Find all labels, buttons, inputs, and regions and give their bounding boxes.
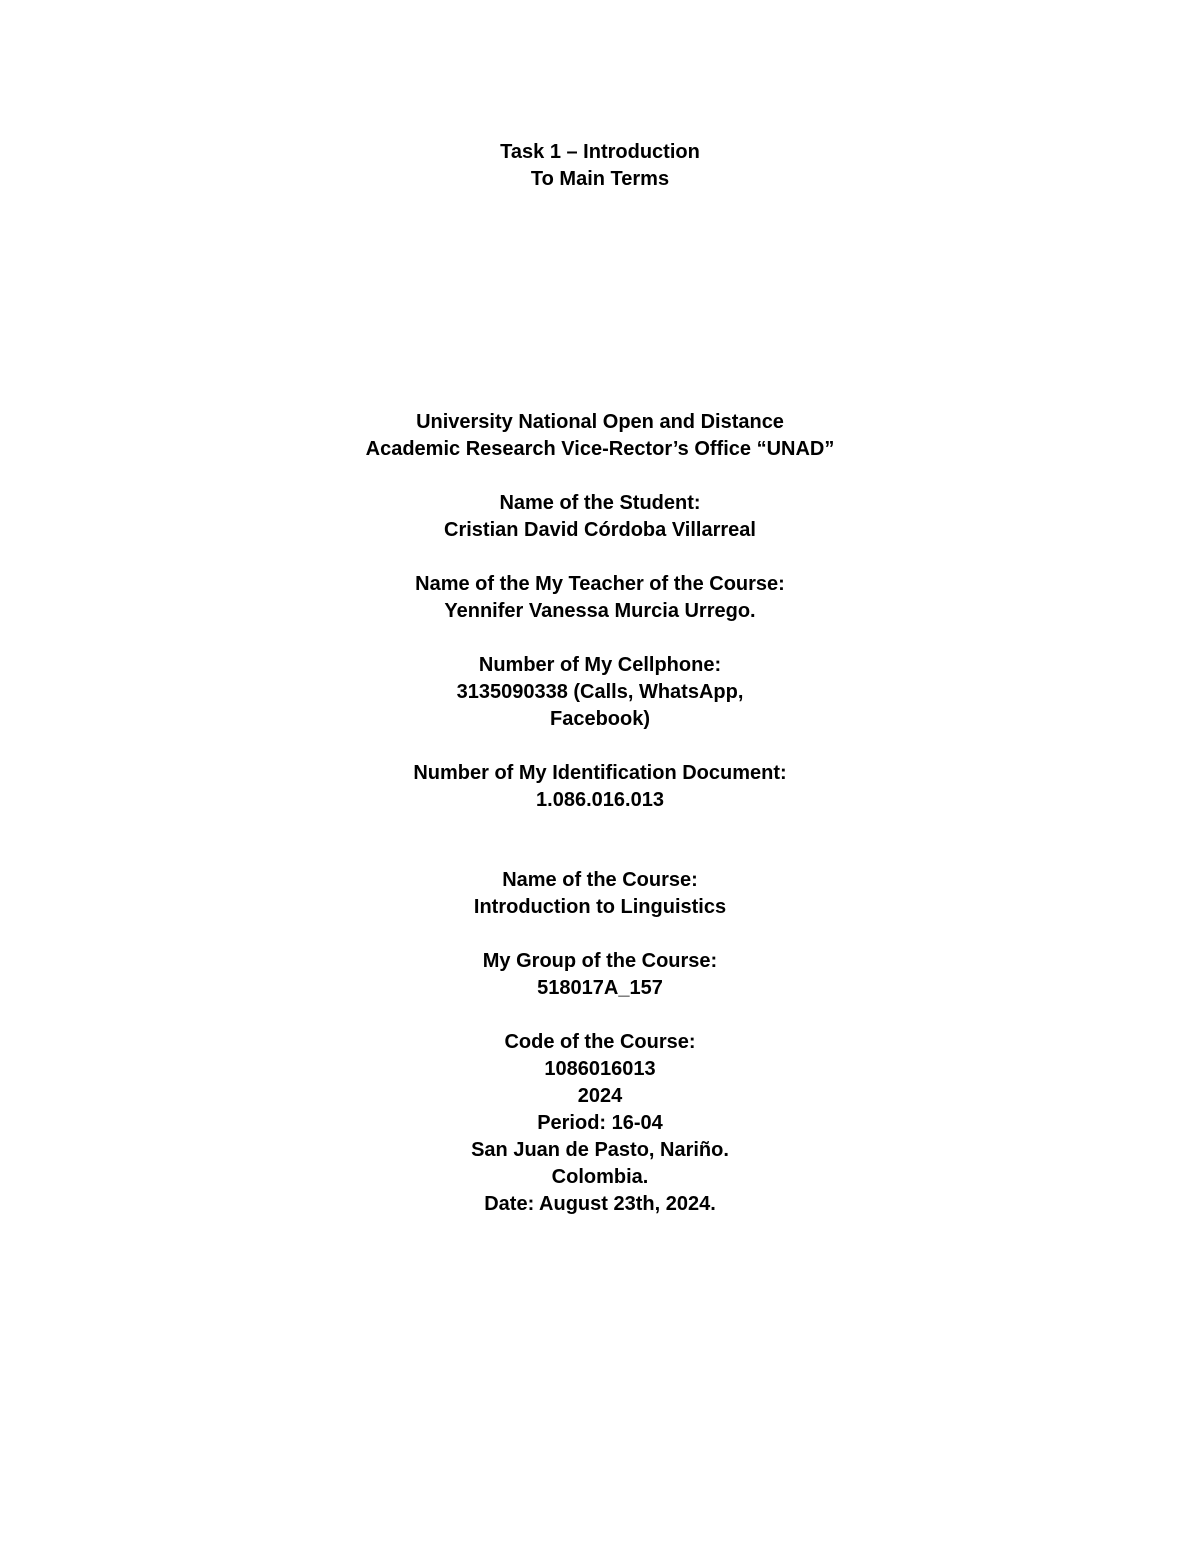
phone-line-1: 3135090338 (Calls, WhatsApp, [456,681,744,703]
institution-line-2: Academic Research Vice-Rector’s Office “UNAD” [365,438,835,460]
teacher-label: Name of the My Teacher of the Course: [415,573,785,595]
phone-label: Number of My Cellphone: [478,654,722,676]
group-label: My Group of the Course: [482,950,718,972]
code-label: Code of the Course: [504,1031,696,1053]
date: Date: August 23th, 2024. [484,1193,716,1215]
teacher-name: Yennifer Vanessa Murcia Urrego. [444,600,756,622]
course-name: Introduction to Linguistics [473,896,727,918]
country: Colombia. [551,1166,649,1188]
course-label: Name of the Course: [502,869,698,891]
period: Period: 16-04 [537,1112,663,1134]
title-line-2: To Main Terms [530,168,670,190]
student-name: Cristian David Córdoba Villarreal [444,519,756,541]
city: San Juan de Pasto, Nariño. [471,1139,729,1161]
id-value: 1.086.016.013 [536,789,664,811]
group-value: 518017A_157 [537,977,663,999]
title-line-1: Task 1 – Introduction [500,141,700,163]
phone-line-2: Facebook) [549,708,651,730]
student-label: Name of the Student: [499,492,701,514]
id-label: Number of My Identification Document: [413,762,787,784]
year: 2024 [577,1085,623,1107]
code-value: 1086016013 [544,1058,656,1080]
institution-line-1: University National Open and Distance [416,411,784,433]
